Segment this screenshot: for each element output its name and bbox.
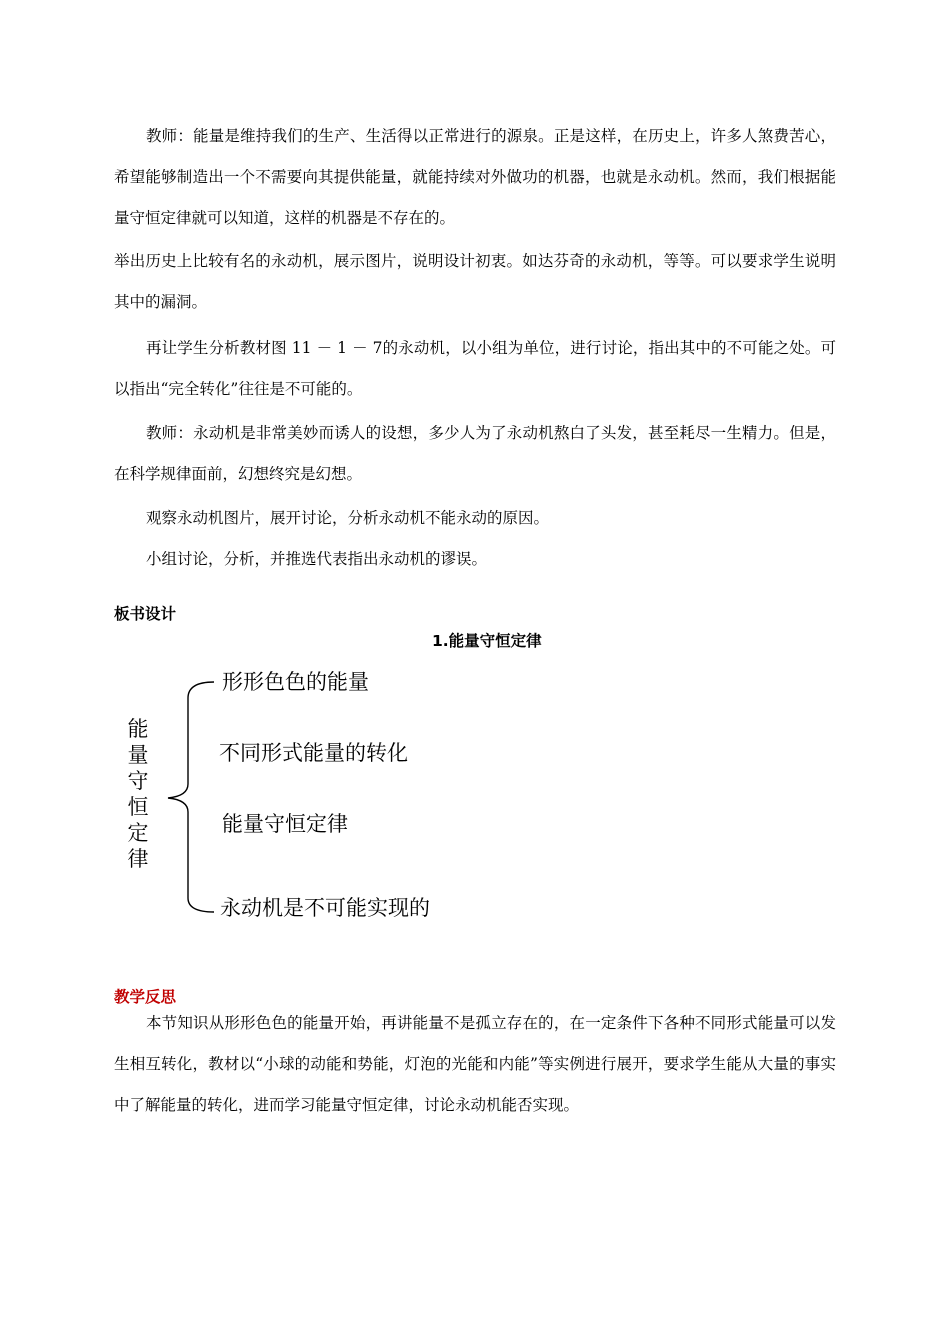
brace-icon	[160, 672, 220, 920]
paragraph-teacher-fantasy: 教师：永动机是非常美妙而诱人的设想，多少人为了永动机熬白了头发，甚至耗尽一生精力。但是，在科学规律面前，幻想终究是幻想。	[114, 424, 836, 483]
paragraph-examples: 举出历史上比较有名的永动机，展示图片，说明设计初衷。如达芬奇的永动机，等等。可以要求学生说明其中的漏洞。	[114, 252, 836, 311]
board-item: 形形色色的能量	[222, 670, 369, 694]
side-char: 量	[127, 743, 149, 767]
paragraph-analysis: 再让学生分析教材图 11 － 1 － 7的永动机，以小组为单位，进行讨论，指出其中的不可能之处。可以指出“完全转化”往往是不可能的。	[114, 339, 836, 398]
side-char: 能	[127, 717, 149, 741]
board-side-label	[124, 716, 152, 872]
side-char: 恒	[127, 795, 149, 819]
paragraph-group: 小组讨论，分析，并推选代表指出永动机的谬误。	[146, 550, 488, 568]
board-item: 能量守恒定律	[222, 812, 348, 836]
side-char: 守	[127, 769, 149, 793]
reflection-text: 本节知识从形形色色的能量开始，再讲能量不是孤立存在的，在一定条件下各种不同形式能量可以发生相互转化，教材以“小球的动能和势能，灯泡的光能和内能”等实例进行展开，要求学生能从大量的事实中了解能量的转化，进而学习能量守恒定律，讨论永动机能否实现。	[114, 1014, 836, 1114]
board-design-heading: 板书设计	[114, 605, 177, 623]
side-char: 律	[127, 847, 149, 871]
side-char: 定	[127, 821, 149, 845]
board-item: 不同形式能量的转化	[219, 741, 408, 765]
board-item: 永动机是不可能实现的	[220, 896, 430, 920]
paragraph-teacher-intro: 教师：能量是维持我们的生产、生活得以正常进行的源泉。正是这样，在历史上，许多人煞费苦心，希望能够制造出一个不需要向其提供能量，就能持续对外做功的机器，也就是永动机。然而，我们根据能量守恒定律就可以知道，这样的机器是不存在的。	[114, 127, 836, 227]
paragraph-observe: 观察永动机图片，展开讨论，分析永动机不能永动的原因。	[146, 509, 550, 527]
reflection-heading: 教学反思	[114, 988, 177, 1006]
board-title: 1.能量守恒定律	[432, 632, 542, 650]
